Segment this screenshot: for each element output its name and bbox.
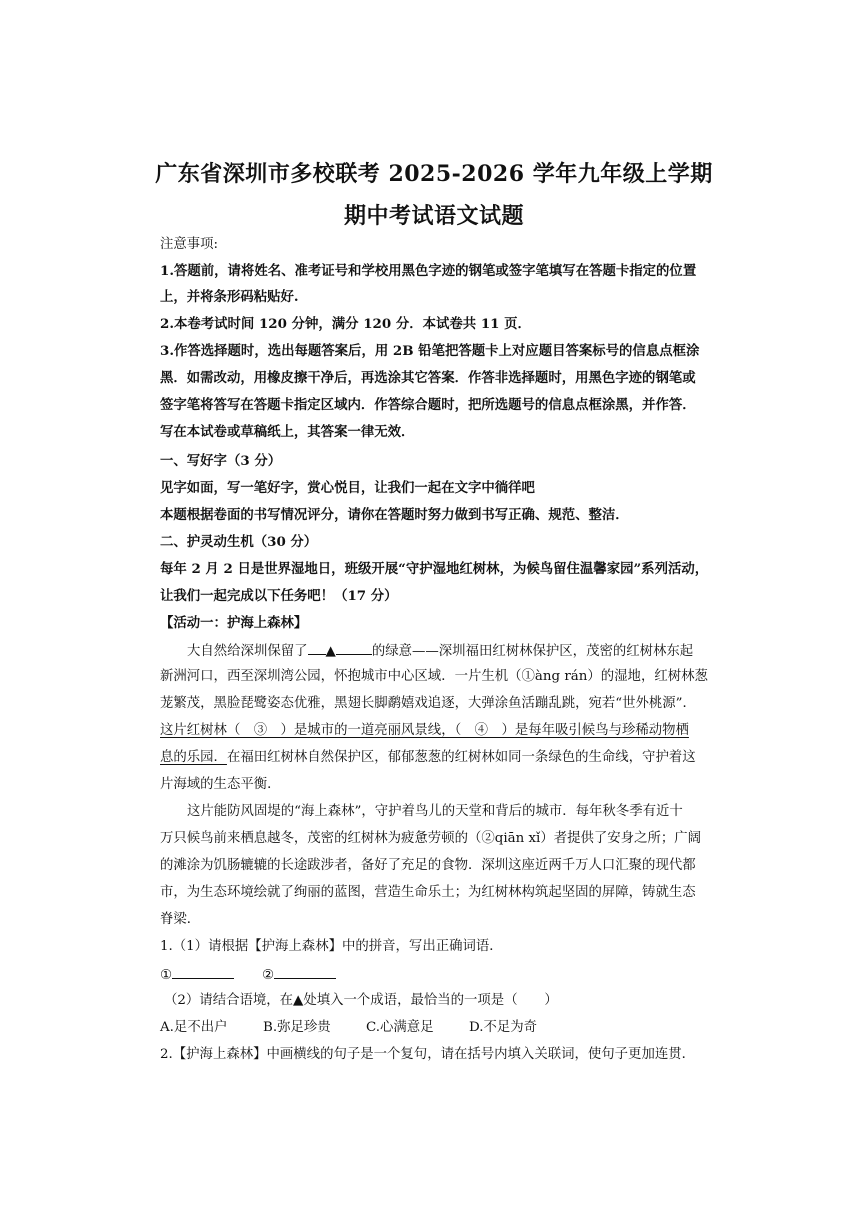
passage1-line1: [187, 641, 720, 661]
passage1-line1-start: 大自然给深圳保留了: [187, 644, 308, 659]
question1-options: [160, 1019, 720, 1037]
passage1-underlined-end: 息的乐园．: [160, 750, 227, 765]
section2-heading: 二、护灵动生机（30 分）: [160, 534, 318, 550]
notice-item-3a: 3.作答选择题时，选出每题答案后，用 2B 铅笔把答题卡上对应题目答案标号的信息点框涂: [160, 343, 700, 359]
passage1-line3: 茏繁茂，黑脸琵鹭姿态优雅，黑翅长脚鹬嬉戏追逐，大弹涂鱼活蹦乱跳，宛若“世外桃源”．: [160, 696, 696, 711]
passage2-line5: 脊梁．: [160, 912, 201, 927]
exam-title-line1: 广东省深圳市多校联考 2025-2026 学年九年级上学期: [155, 161, 713, 187]
passage1-line6: 片海域的生态平衡．: [160, 777, 281, 792]
answer-label-2: ②: [262, 968, 275, 983]
question1-part1: 1.（1）请根据【护海上森林】中的拼音，写出正确词语．: [160, 939, 503, 954]
notice-item-3b: 黑．如需改动，用橡皮擦干净后，再选涂其它答案．作答非选择题时，用黑色字迹的钢笔或: [160, 370, 696, 386]
option-d: D.不足为奇: [469, 1020, 538, 1035]
section1-heading: 一、写好字（3 分）: [160, 453, 282, 469]
activity1-heading: 【活动一：护海上森林】: [160, 615, 308, 631]
option-b: B.弥足珍贵: [263, 1020, 331, 1035]
notice-item-3d: 写在本试卷或草稿纸上，其答案一律无效．: [160, 424, 415, 440]
question1-part2: （2）请结合语境，在▲处填入一个成语，最恰当的一项是（ ）: [164, 993, 558, 1008]
answer-blank-2[interactable]: [274, 965, 336, 979]
option-a: A.足不出户: [160, 1020, 228, 1035]
section2-intro-2: 让我们一起完成以下任务吧！（17 分）: [160, 588, 398, 604]
notice-item-3c: 签字笔将答写在答题卡指定区域内．作答综合题时，把所选题号的信息点框涂黑，并作答．: [160, 397, 696, 413]
section1-text-2: 本题根据卷面的书写情况评分，请你在答题时努力做到书写正确、规范、整洁．: [160, 507, 629, 523]
option-c: C.心满意足: [366, 1020, 434, 1035]
passage1-underlined-sentence: 这片红树林（ ③ ）是城市的一道亮丽风景线，（ ④ ）是每年吸引候鸟与珍稀动物栖: [160, 723, 689, 738]
notice-item-2: 2.本卷考试时间 120 分钟，满分 120 分．本试卷共 11 页．: [160, 316, 531, 332]
section2-intro-1: 每年 2 月 2 日是世界湿地日，班级开展“守护湿地红树林，为候鸟留住温馨家园”系列活动，: [160, 561, 709, 577]
answer-label-1: ①: [160, 968, 173, 983]
question2: 2.【护海上森林】中画横线的句子是一个复句，请在括号内填入关联词，使句子更加连贯．: [160, 1047, 696, 1062]
passage2-line4: 市，为生态环境绘就了绚丽的蓝图，营造生命乐土；为红树林构筑起坚固的屏障，铸就生态: [160, 885, 696, 900]
passage2-line1: 这片能防风固堤的“海上森林”，守护着鸟儿的天堂和背后的城市．每年秋冬季有近十: [187, 804, 683, 819]
exam-title-line2: 期中考试语文试题: [343, 203, 524, 229]
passage1-line5-rest: 在福田红树林自然保护区，郁郁葱葱的红树林如同一条绿色的生命线，守护着这: [226, 750, 696, 765]
section1-text-1: 见字如面，写一笔好字，赏心悦目，让我们一起在文字中徜徉吧: [160, 480, 535, 496]
passage1-line1-end: 的绿意——深圳福田红树林保护区，茂密的红树林东起: [371, 644, 694, 659]
passage1-line5: [160, 749, 720, 767]
fill-blank-marker: ▲: [325, 643, 336, 659]
answer-blank-1[interactable]: [172, 965, 234, 979]
notice-item-1b: 上，并将条形码粘贴好.: [160, 289, 299, 305]
passage2-line3: 的滩涂为饥肠辘辘的长途跋涉者，备好了充足的食物．深圳这座近两千万人口汇聚的现代都: [160, 858, 696, 873]
question1-answer-blanks: [160, 965, 720, 985]
notice-heading: 注意事项:: [160, 237, 219, 252]
notice-item-1a: 1.答题前，请将姓名、准考证号和学校用黑色字迹的钢笔或签字笔填写在答题卡指定的位置: [160, 263, 697, 279]
passage2-line2: 万只候鸟前来栖息越冬，茂密的红树林为疲惫劳顿的（②qiān xǐ）者提供了安身之所；广阔: [160, 831, 702, 846]
passage1-line2: 新洲河口，西至深圳湾公园，怀抱城市中心区域．一片生机（①àng rán）的湿地，红树林葱: [160, 669, 708, 684]
